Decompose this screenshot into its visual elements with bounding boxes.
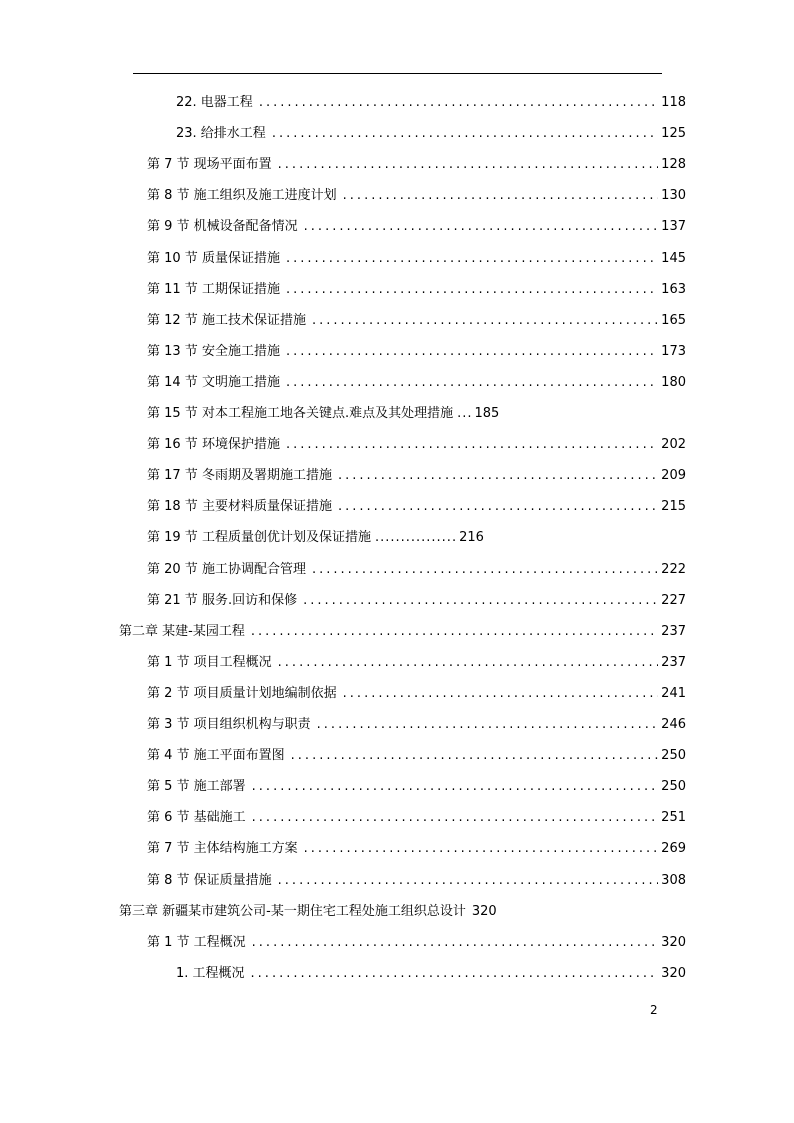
toc-entry[interactable] [176,95,686,111]
toc-leader-dots [252,935,659,951]
toc-entry-label: 1. 工程概况 [176,965,245,981]
toc-leader-dots: ................ [374,530,458,546]
toc-entry-label: 第 19 节 工程质量创优计划及保证措施 [147,530,371,546]
toc-leader-dots [286,251,658,267]
toc-leader-dots [317,717,659,733]
toc-entry-label: 第 12 节 施工技术保证措施 [147,312,306,328]
toc-entry[interactable] [176,126,686,142]
toc-entry-label: 第 8 节 施工组织及施工进度计划 [147,188,337,204]
toc-entry-page: 227 [661,592,686,608]
toc-leader-dots [286,437,658,453]
toc-entry-label: 第 14 节 文明施工措施 [147,374,280,390]
toc-entry[interactable] [147,188,686,204]
toc-entry-label: 第 11 节 工期保证措施 [147,281,280,297]
toc-entry-label: 第 17 节 冬雨期及署期施工措施 [147,468,332,484]
toc-leader-dots: ... [457,406,473,421]
toc-entry-page: 320 [471,903,497,919]
toc-entry[interactable] [147,748,686,764]
toc-entry[interactable] [147,468,686,484]
toc-entry[interactable] [147,251,686,267]
toc-entry[interactable] [176,966,686,982]
toc-entry-page: 222 [661,561,686,577]
toc-entry-label: 第 20 节 施工协调配合管理 [147,561,306,577]
toc-entry-page: 241 [661,685,686,701]
toc-entry-page: 163 [661,281,686,297]
toc-entry[interactable] [147,686,686,702]
toc-entry-page: 118 [661,95,686,110]
toc-entry[interactable] [147,499,686,515]
toc-entry-page: 216 [459,530,484,546]
toc-entry-page: 250 [661,748,686,764]
toc-entry-label: 第 21 节 服务.回访和保修 [147,592,298,608]
toc-leader-dots [251,624,658,640]
toc-entry-label: 第 7 节 现场平面布置 [147,157,272,173]
toc-leader-dots [291,748,659,764]
toc-entry-label: 第 1 节 工程概况 [147,934,246,950]
toc-entry-label: 第 1 节 项目工程概况 [147,654,272,670]
toc-entry-label: 第 15 节 对本工程施工地各关键点.难点及其处理措施 [147,406,454,421]
toc-leader-dots [252,779,659,795]
toc-leader-dots [304,219,659,235]
toc-entry-label: 23. 给排水工程 [176,126,266,142]
toc-leader-dots [343,686,659,702]
toc-entry-page: 209 [661,468,686,484]
toc-entry[interactable] [147,717,686,733]
toc-entry-page: 128 [661,157,686,173]
toc-leader-dots [259,95,658,111]
toc-entry[interactable] [147,810,686,826]
toc-entry-label: 第 7 节 主体结构施工方案 [147,841,298,857]
toc-entry[interactable] [147,779,686,795]
toc-leader-dots [312,562,658,578]
toc-entry-page: 246 [661,717,686,732]
toc-entry[interactable] [147,841,686,857]
toc-entry[interactable] [147,375,686,391]
toc-entry[interactable] [147,562,686,578]
toc-leader-dots [304,841,659,857]
toc-entry-page: 185 [474,406,500,421]
toc-entry-page: 320 [661,934,686,950]
toc-leader-dots [252,810,659,826]
toc-entry-page: 215 [661,499,686,515]
toc-entry-page: 250 [661,779,686,795]
toc-leader-dots [286,344,658,360]
toc-entry-label: 第 8 节 保证质量措施 [147,872,272,888]
toc-entry-label: 第 5 节 施工部署 [147,779,246,795]
toc-entry[interactable] [147,437,686,453]
toc-entry-label: 第 13 节 安全施工措施 [147,343,280,359]
toc-entry[interactable] [147,873,686,889]
toc-entry-page: 137 [661,219,686,235]
toc-entry[interactable] [147,406,499,422]
toc-entry-label: 第二章 某建-某园工程 [119,623,245,639]
toc-entry[interactable] [147,655,686,671]
toc-leader-dots [278,873,659,889]
toc-entry-page: 251 [661,810,686,826]
toc-entry[interactable] [147,219,686,235]
toc-leader-dots [251,966,659,982]
toc-entry-page: 320 [661,965,686,981]
toc-leader-dots [338,468,658,484]
toc-entry[interactable] [119,624,686,640]
toc-entry-label: 22. 电器工程 [176,95,253,110]
toc-entry-page: 130 [661,188,686,204]
toc-entry-page: 125 [661,126,686,142]
toc-leader-dots [303,593,658,609]
toc-entry-page: 308 [661,872,686,888]
toc-entry[interactable] [147,313,686,329]
toc-entry-page: 180 [661,374,686,390]
toc-entry-page: 237 [661,654,686,670]
toc-entry[interactable] [147,593,686,609]
toc-entry[interactable] [119,904,497,920]
toc-leader-dots [286,282,658,298]
toc-leader-dots [338,499,658,515]
toc-leader-dots [278,157,659,173]
toc-entry-page: 173 [661,343,686,359]
toc-entry-label: 第 2 节 项目质量计划地编制依据 [147,685,337,701]
toc-leader-dots [278,655,659,671]
toc-entry-label: 第 10 节 质量保证措施 [147,250,280,266]
toc-entry[interactable] [147,282,686,298]
toc-leader-dots [312,313,658,329]
toc-entry-page: 269 [661,841,686,857]
toc-entry-label: 第 3 节 项目组织机构与职责 [147,717,311,732]
page-number: 2 [650,1003,658,1017]
toc-entry-page: 165 [661,312,686,328]
toc-entry[interactable] [147,157,686,173]
toc-entry-label: 第 16 节 环境保护措施 [147,437,280,453]
toc-leader-dots [272,126,658,142]
toc-entry-label: 第 9 节 机械设备配备情况 [147,219,298,235]
toc-entry-page: 237 [661,623,686,639]
toc-entry-page: 202 [661,437,686,453]
toc-entry[interactable] [147,530,484,546]
toc-entry-label: 第 6 节 基础施工 [147,810,246,826]
toc-entry-label: 第 18 节 主要材料质量保证措施 [147,499,332,515]
toc-entry[interactable] [147,344,686,360]
header-rule [133,73,662,74]
toc-entry-label: 第 4 节 施工平面布置图 [147,748,285,764]
toc-entry-label: 第三章 新疆某市建筑公司-某一期住宅工程处施工组织总设计 [119,903,466,919]
toc-leader-dots [286,375,658,391]
toc-entry[interactable] [147,935,686,951]
toc-leader-dots [343,188,659,204]
toc-entry-page: 145 [661,250,686,266]
